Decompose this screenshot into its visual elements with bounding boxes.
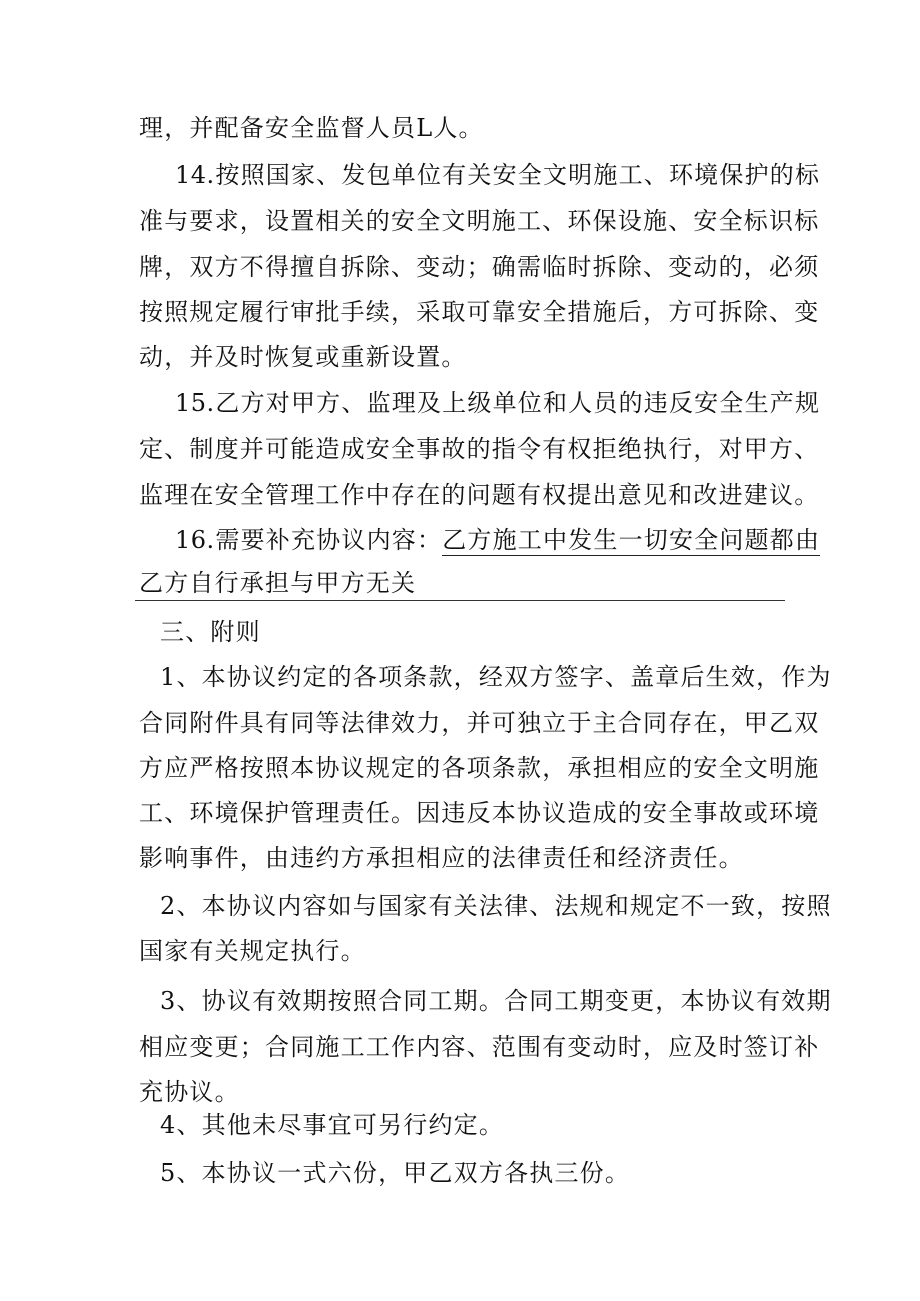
article-3-line: 3、协议有效期按照合同工期。合同工期变更，本协议有效期 <box>160 987 832 1015</box>
clause-number: 14 <box>175 161 207 189</box>
underline-rule <box>135 600 785 601</box>
clause-15-line <box>175 388 820 418</box>
filled-in-text: 乙方施工中发生一切安全问题都由 <box>442 526 821 554</box>
clause-number: 16 <box>175 526 207 554</box>
text-line: 定、制度并可能造成安全事故的指令有权拒绝执行，对甲方、 <box>139 435 820 463</box>
text-line: 国家有关规定执行。 <box>139 937 366 965</box>
clause-text: .乙方对甲方、监理及上级单位和人员的违反安全生产规 <box>206 389 821 417</box>
article-2-line: 2、本协议内容如与国家有关法律、法规和规定不一致，按照 <box>160 892 832 920</box>
filled-in-text: 乙方自行承担与甲方无关 <box>139 569 417 597</box>
text-line: 相应变更；合同施工工作内容、范围有变动时，应及时签订补 <box>139 1033 820 1061</box>
clause-14-line <box>175 160 820 190</box>
text-line: 动，并及时恢复或重新设置。 <box>139 343 467 371</box>
text-line: 方应严格按照本协议规定的各项条款，承担相应的安全文明施 <box>139 754 820 782</box>
clause-number: 15 <box>175 389 207 417</box>
article-5-line: 5、本协议一式六份，甲乙双方各执三份。 <box>160 1159 631 1187</box>
text-line: 按照规定履行审批手续，采取可靠安全措施后，方可拆除、变 <box>139 298 820 326</box>
clause-16-line <box>175 525 820 555</box>
section-heading: 三、附则 <box>160 618 261 646</box>
text-line: 理，并配备安全监督人员L人。 <box>139 114 484 142</box>
text-line: 工、环境保护管理责任。因违反本协议造成的安全事故或环境 <box>139 799 820 827</box>
text-line: 牌，双方不得擅自拆除、变动；确需临时拆除、变动的，必须 <box>139 253 820 281</box>
clause-text: .按照国家、发包单位有关安全文明施工、环境保护的标 <box>206 161 821 189</box>
clause-text: .需要补充协议内容： <box>206 526 443 554</box>
text-line: 充协议。 <box>139 1078 240 1106</box>
article-1-line: 1、本协议约定的各项条款，经双方签字、盖章后生效，作为 <box>160 663 832 691</box>
text-line: 准与要求，设置相关的安全文明施工、环保设施、安全标识标 <box>139 207 820 235</box>
text-line: 合同附件具有同等法律效力，并可独立于主合同存在，甲乙双 <box>139 709 820 737</box>
text-line: 监理在安全管理工作中存在的问题有权提出意见和改进建议。 <box>139 481 820 509</box>
article-4-line: 4、其他未尽事宜可另行约定。 <box>160 1111 505 1139</box>
text-line: 影响事件，由违约方承担相应的法律责任和经济责任。 <box>139 844 744 872</box>
